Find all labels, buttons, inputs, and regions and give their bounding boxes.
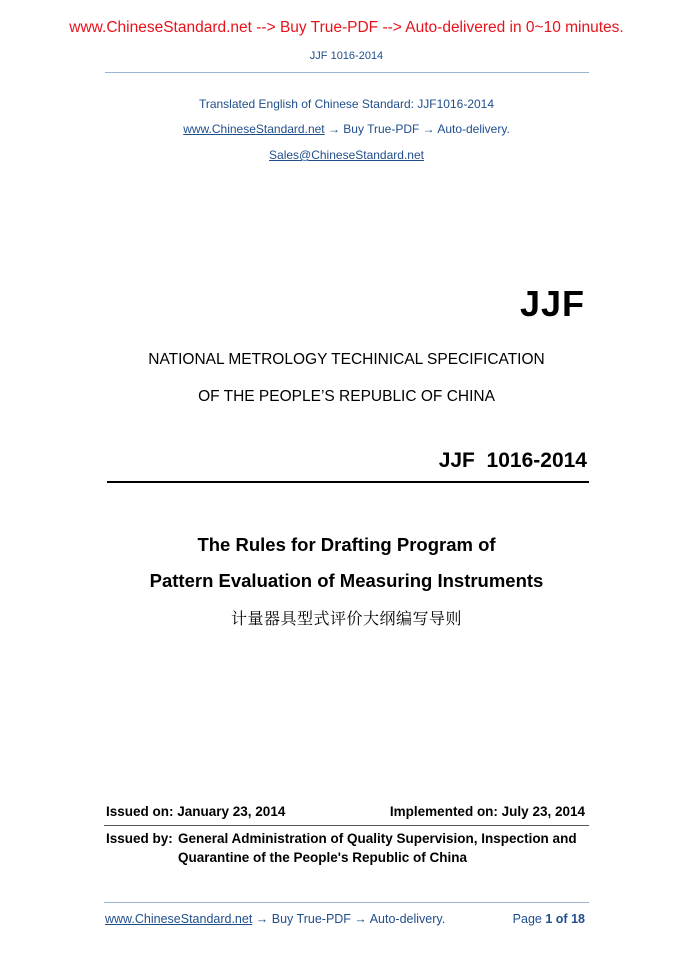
standard-code: JJF 1016-2014 — [438, 449, 587, 472]
top-banner[interactable]: www.ChineseStandard.net --> Buy True-PDF --> Auto-delivered in 0~10 minutes. — [69, 19, 624, 36]
page-of: of — [555, 912, 568, 926]
issue-divider — [104, 825, 589, 826]
issued-on-date: Issued on: January 23, 2014 — [106, 804, 286, 819]
page-current: 1 — [545, 912, 553, 926]
spec-title-line2: OF THE PEOPLE’S REPUBLIC OF CHINA — [198, 388, 495, 405]
footer-site-text: → Buy True-PDF → Auto-delivery. — [252, 912, 446, 926]
implemented-on-date: Implemented on: July 23, 2014 — [389, 804, 585, 819]
email-link[interactable]: Sales@ChineseStandard.net — [269, 148, 424, 162]
document-title-line2: Pattern Evaluation of Measuring Instruments — [149, 570, 544, 591]
site-link[interactable]: www.ChineseStandard.net — [183, 122, 325, 136]
series-mark: JJF — [519, 283, 585, 324]
issuer-line1: General Administration of Quality Supervision, Inspection and — [178, 831, 577, 846]
footer-site-link[interactable]: www.ChineseStandard.net — [105, 912, 253, 926]
issuer-line2: Quarantine of the People's Republic of China — [178, 850, 467, 865]
spec-title-line1: NATIONAL METROLOGY TECHINICAL SPECIFICATION — [148, 351, 545, 368]
page-label: Page — [512, 912, 542, 926]
page-number — [513, 912, 585, 926]
header-divider — [105, 72, 589, 73]
title-divider — [107, 481, 589, 483]
header-standard-code: JJF 1016-2014 — [309, 50, 384, 62]
issued-by-label: Issued by: — [106, 831, 173, 846]
translation-site-line — [0, 122, 693, 136]
footer-site-line — [105, 912, 445, 926]
translation-note: Translated English of Chinese Standard: JJF1016-2014 — [198, 97, 495, 111]
document-title-chinese: 计量器具型式评价大纲编写导则 — [230, 611, 462, 628]
footer-divider — [104, 902, 589, 903]
page-total: 18 — [571, 912, 585, 926]
document-title-line1: The Rules for Drafting Program of — [197, 534, 496, 555]
email-line — [0, 148, 693, 162]
translation-site-text: → Buy True-PDF → Auto-delivery. — [324, 122, 510, 136]
